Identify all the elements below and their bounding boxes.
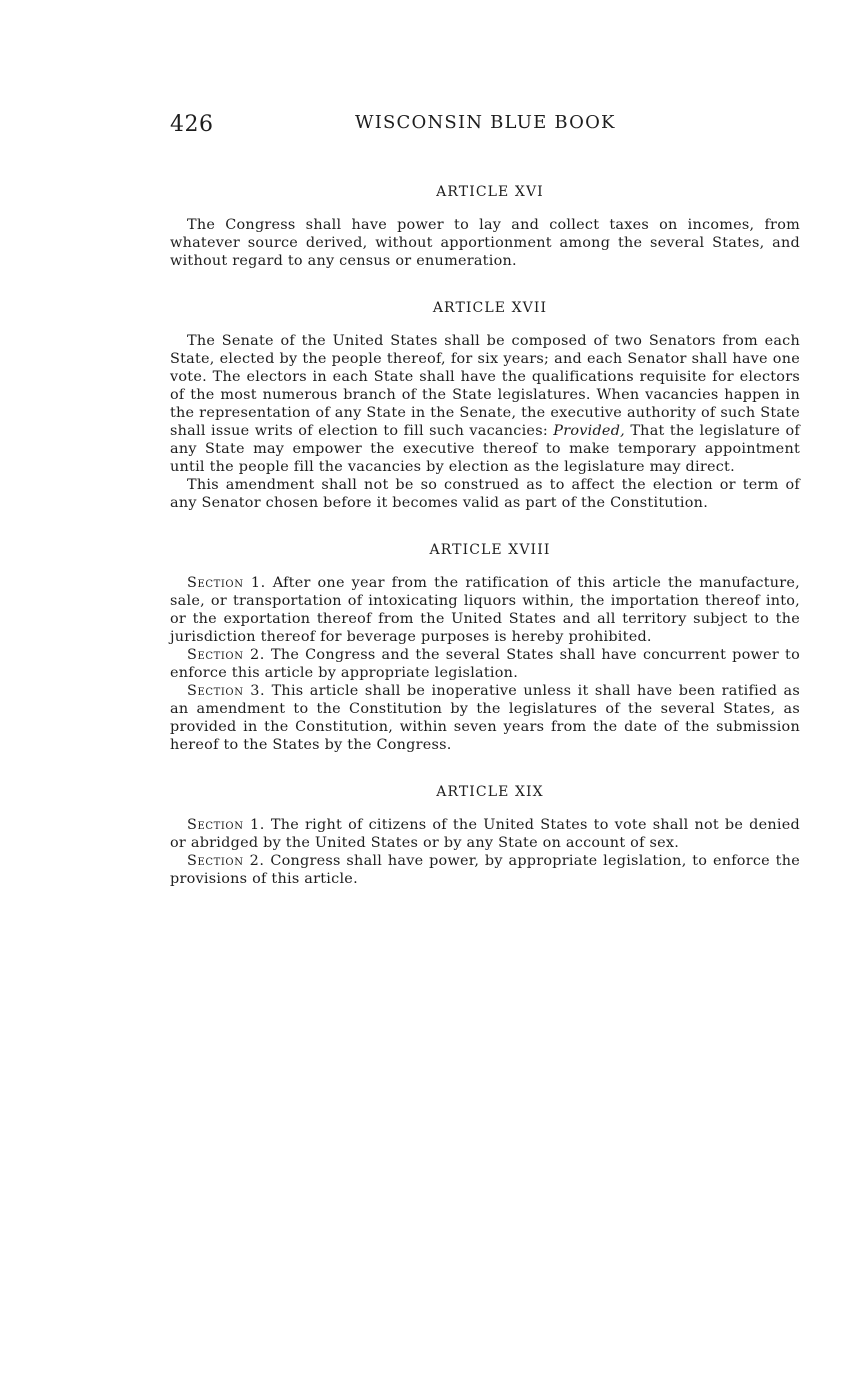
paragraph-text: That the legislature of any State may empower the executive thereof to make temporary appointment until the people fill the vacancies by election as the legislature may direct.	[170, 423, 801, 475]
section-label: Section 2.	[187, 853, 265, 869]
article-heading: ARTICLE XVIII	[429, 542, 551, 558]
section-paragraph	[170, 574, 800, 646]
article-paragraph	[170, 332, 800, 476]
section-text: The Congress and the several States shall have concurrent power to enforce this article by appropriate legislation.	[170, 647, 801, 681]
section-paragraph	[170, 646, 800, 682]
section-label: Section 1.	[187, 817, 265, 833]
article-xvi	[170, 184, 800, 270]
article-paragraph: The Congress shall have power to lay and collect taxes on incomes, from whatever source derived, without apportionment among the several States, and without regard to any census or enumeration.	[170, 217, 800, 269]
article-paragraph: This amendment shall not be so construed as to affect the election or term of any Senator chosen before it becomes valid as part of the Constitution.	[170, 477, 800, 511]
section-label: Section 2.	[187, 647, 265, 663]
book-page	[170, 112, 800, 914]
article-xix	[170, 784, 800, 888]
running-header	[170, 112, 800, 144]
section-text: This article shall be inoperative unless it shall have been ratified as an amendment to the Constitution by the legislatures of the several States, as provided in the Constitution, within seven years from the date of the submission hereof to the States by the Congress.	[170, 683, 800, 753]
article-heading: ARTICLE XVII	[432, 300, 548, 316]
section-paragraph	[170, 852, 800, 888]
article-xvii	[170, 300, 800, 512]
proviso-emphasis: Provided,	[553, 423, 625, 439]
article-heading: ARTICLE XIX	[436, 784, 544, 800]
section-label: Section 1.	[187, 575, 266, 591]
section-paragraph	[170, 816, 800, 852]
section-text: The right of citizens of the United States to vote shall not be denied or abridged by the United States or by any State on account of sex.	[170, 817, 801, 851]
article-xviii	[170, 542, 800, 754]
book-title: WISCONSIN BLUE BOOK	[355, 112, 616, 133]
page-number: 426	[170, 112, 214, 137]
article-heading: ARTICLE XVI	[436, 184, 544, 200]
section-paragraph	[170, 682, 800, 754]
section-text: Congress shall have power, by appropriate legislation, to enforce the provisions of this article.	[170, 853, 800, 887]
section-text: After one year from the ratification of this article the manufacture, sale, or transportation of intoxicating liquors within, the importation thereof into, or the exportation thereof from the United States and all territory subject to the jurisdiction thereof for beverage purposes is hereby prohibited.	[170, 575, 800, 645]
paragraph-text: The Senate of the United States shall be composed of two Senators from each State, elected by the people thereof, for six years; and each Senator shall have one vote. The electors in each State shall have the qualifications requisite for electors of the most numerous branch of the State legislatures. When vacancies happen in the representation of any State in the Senate, the executive authority of such State shall issue writs of election to fill such vacancies:	[170, 333, 800, 439]
section-label: Section 3.	[187, 683, 266, 699]
